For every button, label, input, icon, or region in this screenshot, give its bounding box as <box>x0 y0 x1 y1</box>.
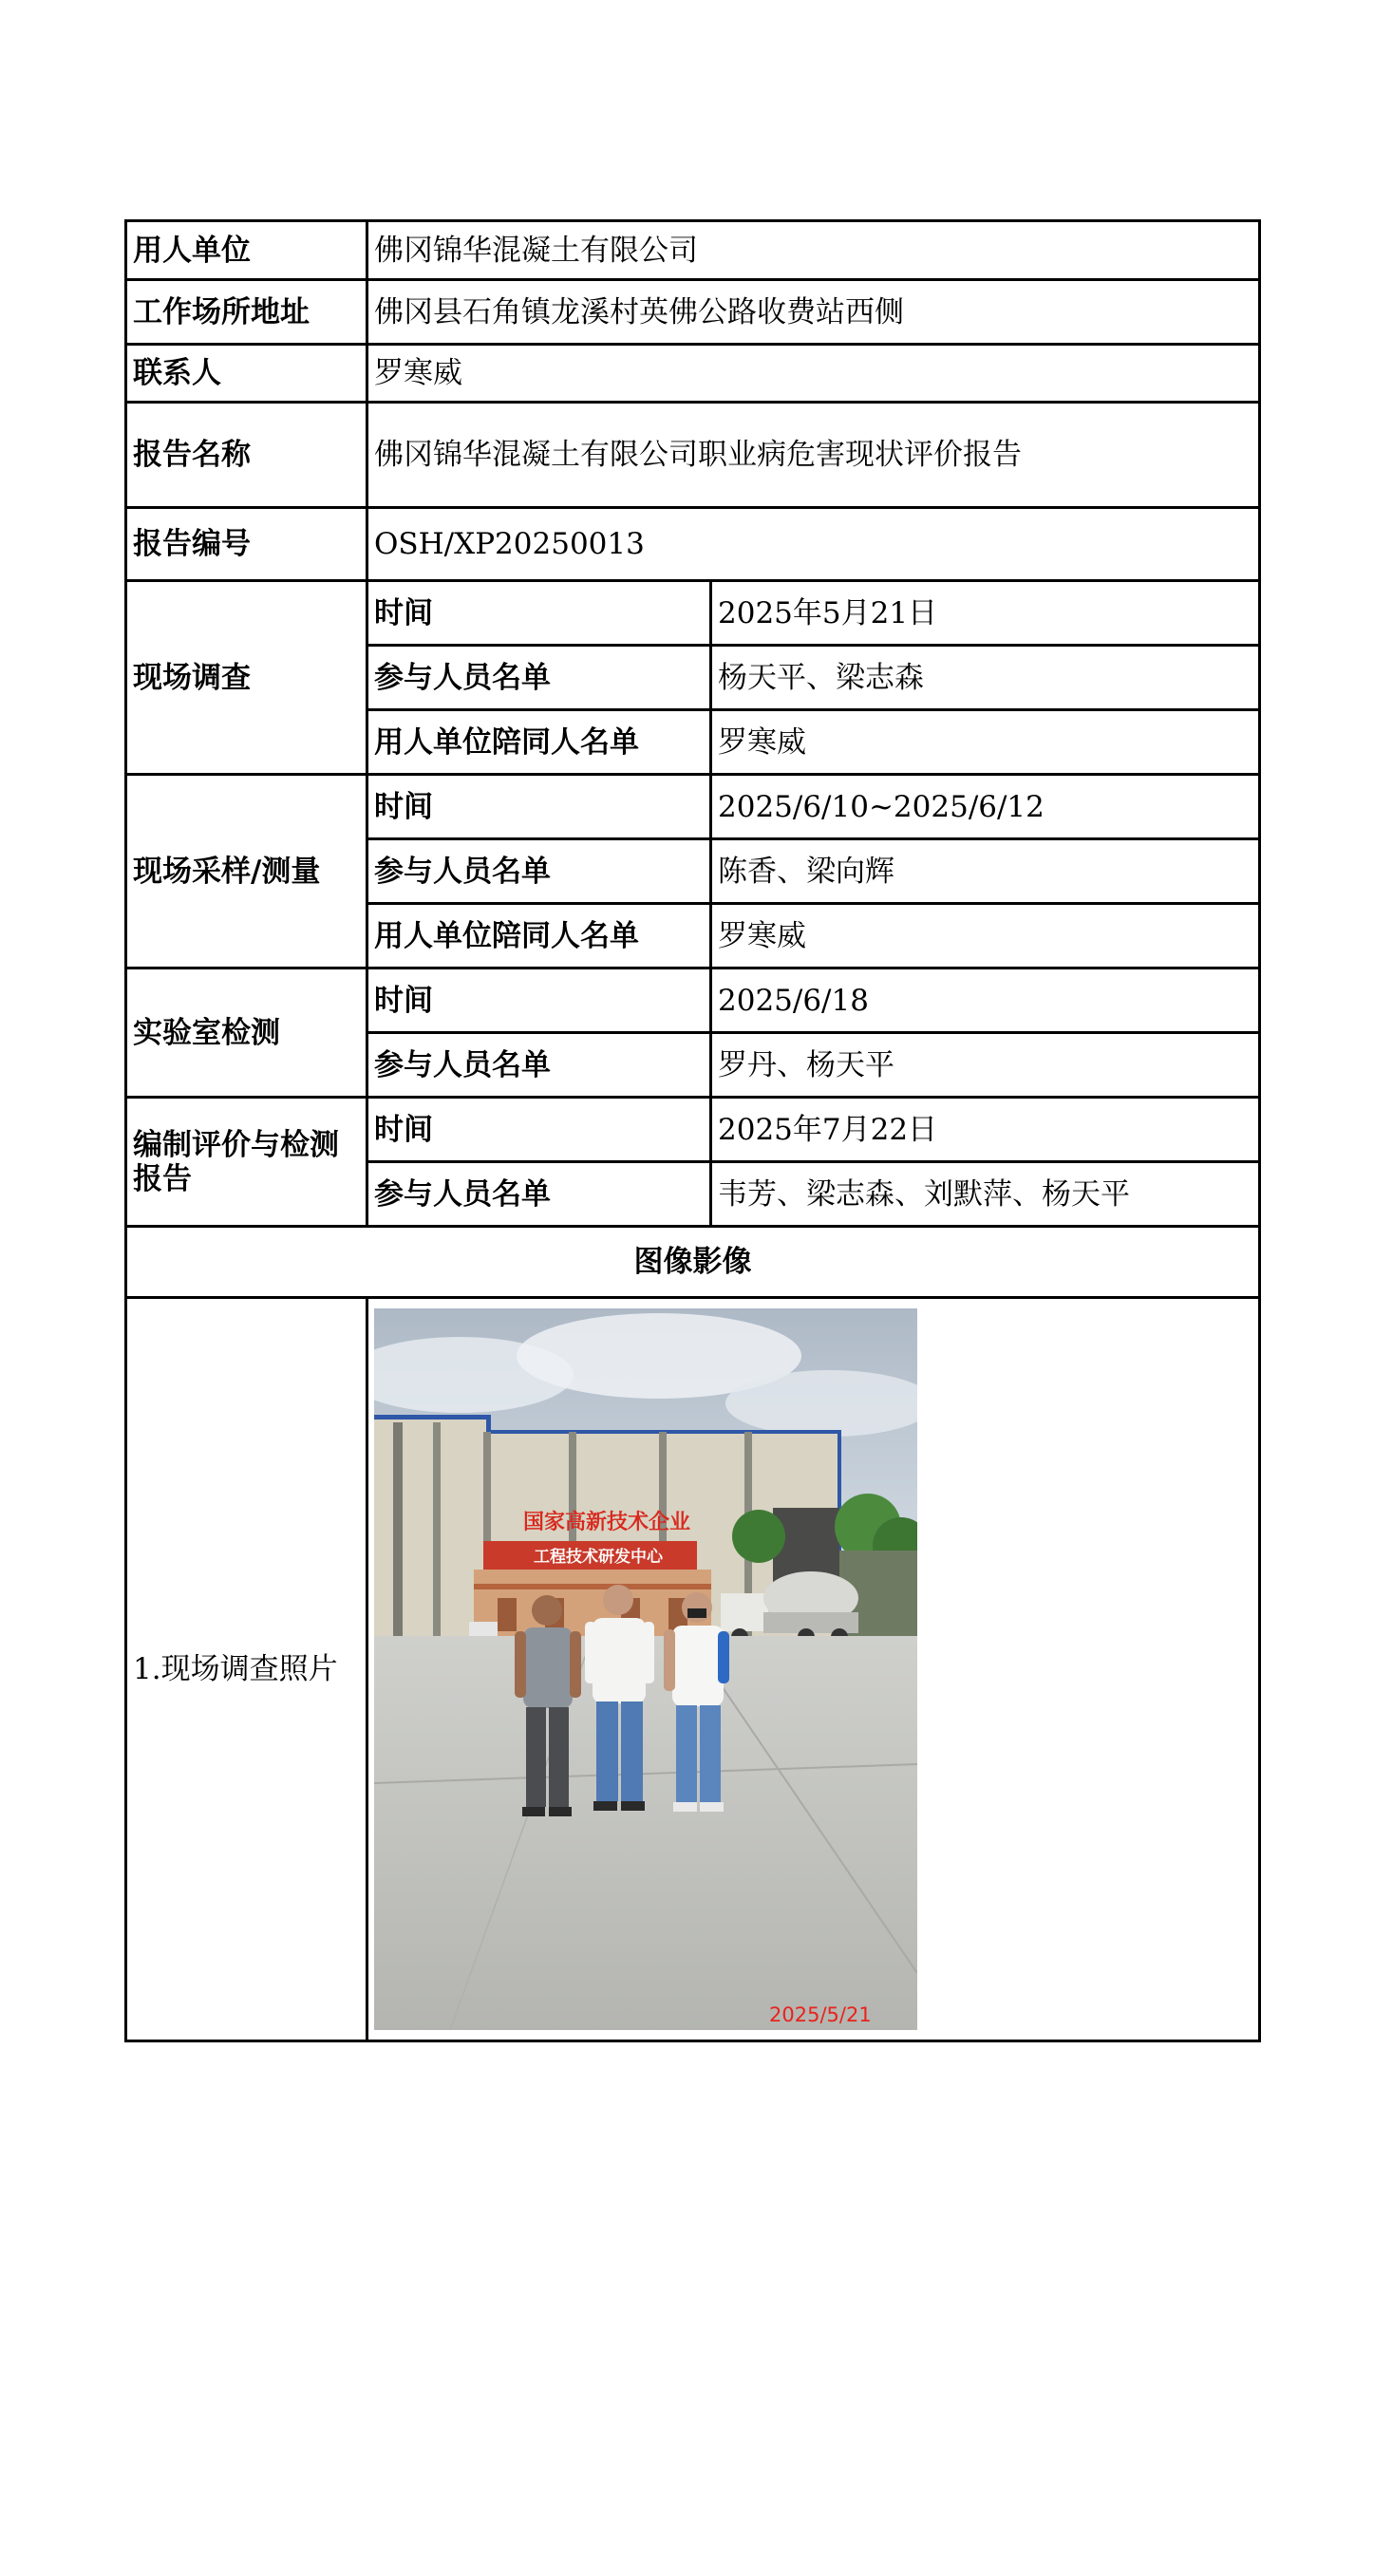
employer-label: 用人单位 <box>126 221 367 280</box>
lab-time-label: 时间 <box>367 968 711 1033</box>
sampling-time-value: 2025/6/10~2025/6/12 <box>711 775 1260 839</box>
survey-participants-label: 参与人员名单 <box>367 646 711 710</box>
lab-label: 实验室检测 <box>126 968 367 1098</box>
site-survey-photo <box>374 1308 917 2030</box>
report-number-value: OSH/XP20250013 <box>367 508 1260 581</box>
photo-date-stamp: 2025/5/21 <box>769 2003 872 2026</box>
sampling-participants-value: 陈香、梁向辉 <box>711 839 1260 904</box>
contact-value: 罗寒威 <box>367 345 1260 403</box>
lab-time-value: 2025/6/18 <box>711 968 1260 1033</box>
address-label: 工作场所地址 <box>126 280 367 345</box>
contact-label: 联系人 <box>126 345 367 403</box>
report-info-table <box>124 219 1261 2042</box>
report-stage-label: 编制评价与检测报告 <box>126 1098 367 1227</box>
survey-time-value: 2025年5月21日 <box>711 581 1260 646</box>
building-sign-text: 工程技术研发中心 <box>534 1548 663 1567</box>
survey-label: 现场调查 <box>126 581 367 775</box>
building-banner-text: 国家高新技术企业 <box>522 1511 691 1534</box>
sampling-participants-label: 参与人员名单 <box>367 839 711 904</box>
report-participants-label: 参与人员名单 <box>367 1162 711 1227</box>
report-name-value: 佛冈锦华混凝土有限公司职业病危害现状评价报告 <box>367 403 1260 508</box>
survey-escort-value: 罗寒威 <box>711 710 1260 775</box>
images-section-title: 图像影像 <box>126 1227 1260 1298</box>
sampling-label: 现场采样/测量 <box>126 775 367 968</box>
report-time-label: 时间 <box>367 1098 711 1162</box>
report-number-label: 报告编号 <box>126 508 367 581</box>
employer-value: 佛冈锦华混凝土有限公司 <box>367 221 1260 280</box>
report-name-label: 报告名称 <box>126 403 367 508</box>
photo-label: 1.现场调查照片 <box>126 1298 367 2041</box>
sampling-escort-value: 罗寒威 <box>711 904 1260 968</box>
photo-cell <box>367 1298 1260 2041</box>
lab-participants-label: 参与人员名单 <box>367 1033 711 1098</box>
survey-participants-value: 杨天平、梁志森 <box>711 646 1260 710</box>
lab-participants-value: 罗丹、杨天平 <box>711 1033 1260 1098</box>
sampling-escort-label: 用人单位陪同人名单 <box>367 904 711 968</box>
address-value: 佛冈县石角镇龙溪村英佛公路收费站西侧 <box>367 280 1260 345</box>
sampling-time-label: 时间 <box>367 775 711 839</box>
survey-time-label: 时间 <box>367 581 711 646</box>
site-photo-illustration <box>374 1308 917 2030</box>
survey-escort-label: 用人单位陪同人名单 <box>367 710 711 775</box>
report-participants-value: 韦芳、梁志森、刘默萍、杨天平 <box>711 1162 1260 1227</box>
report-time-value: 2025年7月22日 <box>711 1098 1260 1162</box>
